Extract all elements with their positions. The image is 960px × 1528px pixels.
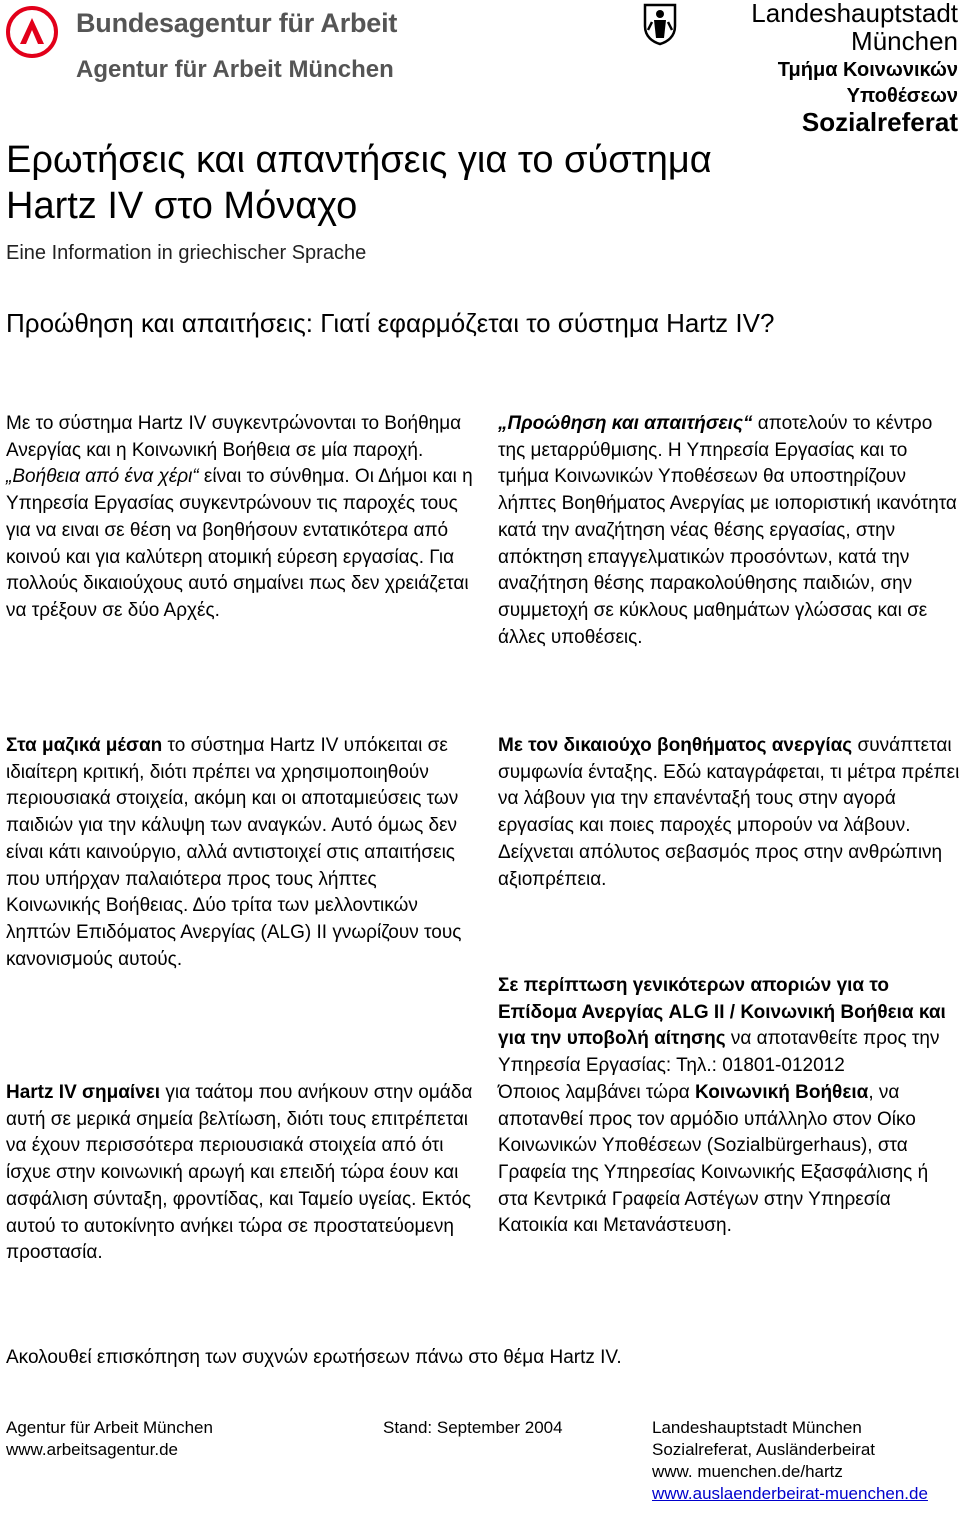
footer-agency-url: www.arbeitsagentur.de bbox=[6, 1440, 178, 1459]
department-german: Sozialreferat bbox=[801, 107, 958, 137]
left-paragraph-3 bbox=[6, 1080, 476, 1267]
overview-text: Ακολουθεί επισκόπηση των συχνών ερωτήσεων πάνω στο θέμα Hartz IV. bbox=[6, 1347, 622, 1368]
left-p2-text: το σύστημα Hartz IV υπόκειται σε ιδιαίτερη κριτική, διότι πρέπει να χρησιμοποιηθούν περιουσιακά στοιχεία, ακόμη και οι αποταμιεύσεις των παιδιών για την κάλυψη των αναγκών. Αυτό όμως δεν είναι κάτι καινούργιο, αλλά αντιστοιχεί στις απαιτήσεις που υπήρχαν παλαιότερα προς τους λήπτες Κοινωνικής Βοήθειας. Δύο τρίτα των μελλοντικών ληπτών Επιδόματος Ανεργίας (ALG) II γνωρίζουν τους κανονισμούς αυτούς. bbox=[6, 735, 462, 970]
page-title bbox=[6, 137, 906, 229]
ba-subname: Agentur für Arbeit München bbox=[76, 56, 394, 83]
right-p3-line2-bold: Κοινωνική Βοήθεια bbox=[695, 1081, 869, 1103]
right-p3-bold: Σε περίπτωση γενικότερων αποριών για το Επίδομα Ανεργίας ALG II / Κοινωνική Βοήθεια και για την υποβολή αίτησης bbox=[498, 975, 946, 1050]
footer-department: Sozialreferat, Ausländerbeirat bbox=[652, 1440, 876, 1459]
munich-crest-icon bbox=[642, 2, 678, 46]
left-p1-slogan: „Βοήθεια από ένα χέρι“ bbox=[6, 466, 199, 488]
footer-hartz-url: www. muenchen.de/hartz bbox=[652, 1462, 843, 1481]
footer-city-name: Landeshauptstadt München bbox=[652, 1418, 862, 1437]
right-p3-line2-text: , να αποτανθεί προς τον αρμόδιο υπάλληλο στον Οίκο Κοινωνικών Υποθέσεων (Sozialbürgerhaus), στα Γραφεία της Υπηρεσίας Κοινωνικής Εξασφάλισης ή στα Κεντρικά Γραφεία Αστέγων στην Υπηρεσία Κατοικία και Μετανάστευση. bbox=[498, 1081, 929, 1237]
page-title-line2: Hartz IV στο Μόναχο bbox=[6, 185, 358, 227]
left-p2-bold: Στα μαζικά μέσαn bbox=[6, 735, 163, 756]
department-greek-line1: Τμήμα Κοινωνικών bbox=[777, 59, 958, 81]
footer-right bbox=[652, 1417, 952, 1505]
left-paragraph-1 bbox=[6, 411, 476, 625]
left-p3-text: για ταάτομ που ανήκουν στην ομάδα αυτή σε μερικά σημεία βελτίωση, διότι τους επιτρέπεται να έχουν περισσότερα περιουσιακά στοιχεία από ότι ίσχυε στην κοινωνική αρωγή και επειδή τώρα έουν και ασφάλιση σύνταξη, φροντίδας, και Ταμείο υγείας. Εκτός αυτού το αυτοκίνητο ανήκει τώρα σε προστατεύομενη προστασία. bbox=[6, 1082, 473, 1264]
city-name-line2: München bbox=[851, 26, 958, 56]
left-p1-text-c: είναι το σύνθημα. Οι Δήμοι και η Υπηρεσία Εργασίας συγκεντρώνουν τις παροχές τους για να ειναι σε θέση να βοηθήσουν εντατικότερα από κοινού και για καλύτερη ατομική εύρεση εργασίας. Για πολλούς δικαιούχους αυτό σημαίνει πως δεν χρειάζεται να τρέξουν σε δύο Αρχές. bbox=[6, 466, 473, 621]
right-p2-text: συνάπτεται συμφωνία ένταξης. Εδώ καταγράφεται, τι μέτρα πρέπει να λάβουν για την επανένταξή τους στην αγορά εργασίας και ποιες παροχές μπορούν να λάβουν. Δείχνεται απόλυτος σεβασμός προς στην ανθρώπινη αξιοπρέπεια. bbox=[498, 735, 960, 890]
footer-date: Stand: September 2004 bbox=[383, 1418, 563, 1437]
section-heading: Προώθηση και απαιτήσεις: Γιατί εφαρμόζεται το σύστημα Hartz IV? bbox=[6, 308, 775, 338]
right-paragraph-1 bbox=[498, 411, 960, 651]
page-subtitle: Eine Information in griechischer Sprache bbox=[6, 242, 367, 264]
right-paragraph-2 bbox=[498, 733, 960, 893]
city-name-line1: Landeshauptstadt bbox=[751, 0, 958, 28]
footer-beirat-link[interactable]: www.auslaenderbeirat-muenchen.de bbox=[652, 1484, 928, 1503]
department-greek-line2: Υποθέσεων bbox=[846, 85, 958, 107]
ba-logo-icon bbox=[6, 6, 58, 58]
page-title-line1: Ερωτήσεις και απαντήσεις για το σύστημα bbox=[6, 139, 712, 181]
footer-agency-name: Agentur für Arbeit München bbox=[6, 1418, 213, 1437]
ba-name: Bundesagentur für Arbeit bbox=[76, 8, 398, 38]
left-p1-text-a: Με το σύστημα Hartz IV συγκεντρώνονται το Βοήθημα Ανεργίας και η Κοινωνική Βοήθεια σε μία παροχή. bbox=[6, 413, 462, 461]
left-p3-bold: Hartz IV σημαίνει bbox=[6, 1082, 161, 1103]
city-block bbox=[751, 0, 958, 135]
right-p2-bold: Με τον δικαιούχο βοηθήματος ανεργίας bbox=[498, 735, 853, 756]
right-p3-text: να αποτανθείτε προς την Υπηρεσία Εργασίας: Τηλ.: 01801-012012 bbox=[498, 1028, 940, 1077]
left-paragraph-2 bbox=[6, 733, 476, 973]
right-p1-text: αποτελούν το κέντρο της μεταρρύθμισης. Η Υπηρεσία Εργασίας και το τμήμα Κοινωνικών Υποθέσεων θα υποστηρίζουν λήπτες Βοηθήματος Ανεργίας με ιοποριστική ικανότητα κατά την αναζήτηση νέας θέσης εργασίας, στην απόκτηση επαγγελματικών προσόντων, κατά την αναζήτηση θέσης παρακολούθησης παιδιών, σην συμμετοχή σε κύκλους μαθημάτων γλώσσας και σε άλλες υποθέσεις. bbox=[498, 413, 957, 648]
right-p1-italic: „Προώθηση και απαιτήσεις“ bbox=[498, 413, 753, 434]
right-paragraph-3 bbox=[498, 973, 960, 1240]
footer-left bbox=[6, 1417, 213, 1461]
right-p3-line2-a: Όποιος λαμβάνει τώρα bbox=[498, 1081, 696, 1103]
